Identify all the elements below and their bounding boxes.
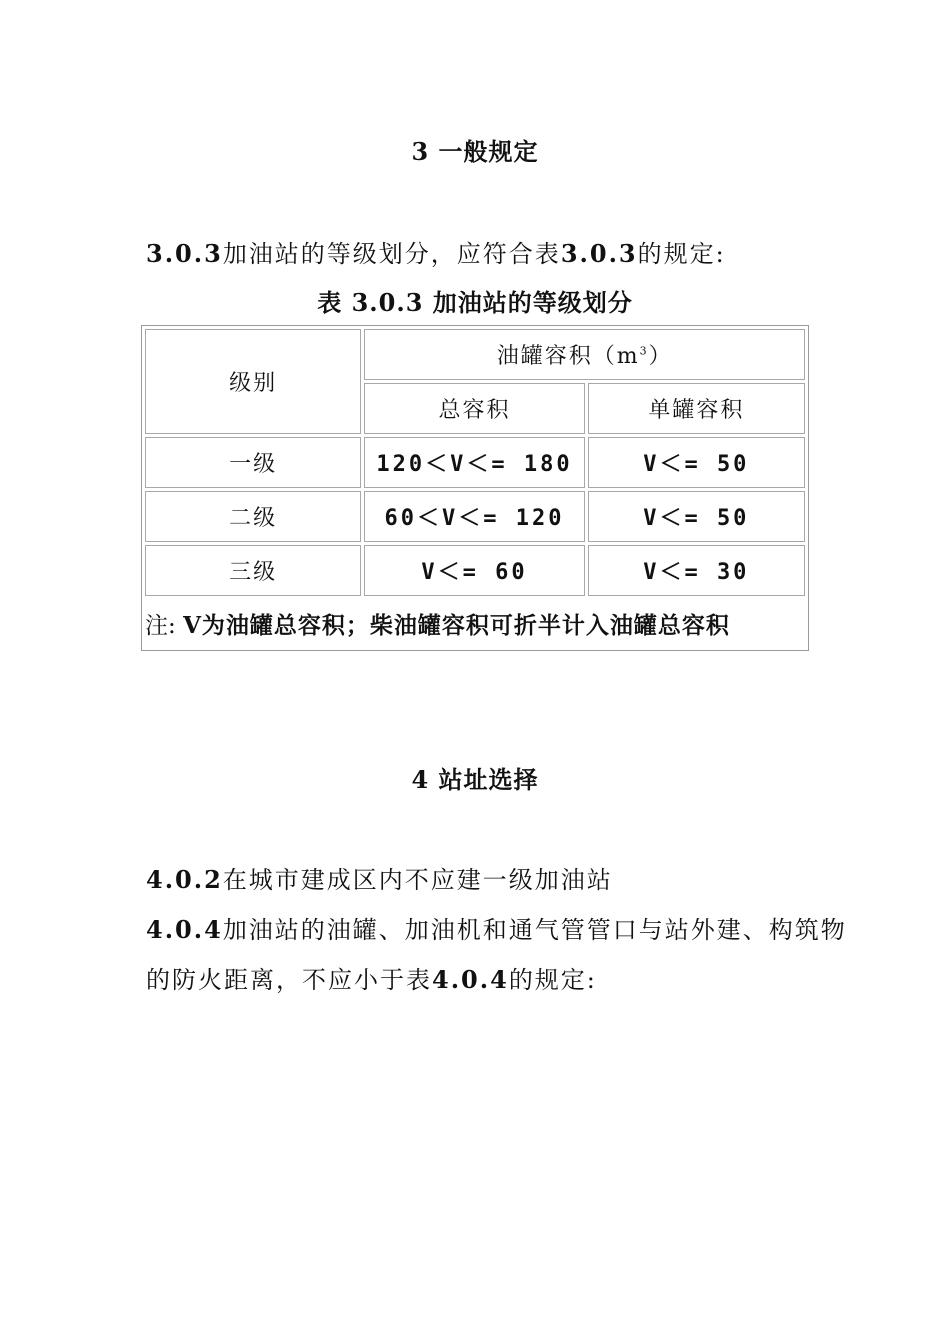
grade-cell: 三级 [145,545,361,596]
header-volume-sup: 3 [639,344,649,358]
clause-tail: 的规定: [508,966,597,994]
header-volume-text: 油罐容积（m [496,344,640,369]
table-row [145,545,805,596]
single-volume-cell: V＜= 50 [588,491,805,542]
clause-number: 3.0.3 [146,239,223,268]
table-reference: 4.0.4 [432,965,509,994]
table-caption: 表 3.0.3 加油站的等级划分 [317,288,633,317]
station-grade-table [141,325,809,651]
clause-4-0-4-line2 [146,960,597,995]
section-3-title: 3 一般规定 [411,137,539,166]
total-volume-cell: V＜= 60 [364,545,584,596]
table-row [145,491,805,542]
header-volume-close: ） [648,344,673,369]
table-reference: 3.0.3 [560,239,638,268]
total-volume-cell: 60＜V＜= 120 [364,491,584,542]
clause-tail: 的规定: [637,240,726,268]
note-body: V为油罐总容积；柴油罐容积可折半计入油罐总容积 [183,611,730,639]
table-note [145,599,805,647]
total-volume-cell: 120＜V＜= 180 [364,437,584,488]
single-volume-cell: V＜= 50 [588,437,805,488]
clause-4-0-4-line1 [146,910,847,945]
section-4-title: 4 站址选择 [411,765,539,794]
clause-text: 加油站的等级划分，应符合表 [222,240,561,268]
clause-text: 加油站的油罐、加油机和通气管管口与站外建、构筑物 [222,916,847,944]
clause-text: 在城市建成区内不应建一级加油站 [222,866,613,894]
header-grade: 级别 [145,329,361,434]
header-total-volume: 总容积 [364,383,584,434]
grade-cell: 一级 [145,437,361,488]
grade-cell: 二级 [145,491,361,542]
clause-text: 的防火距离，不应小于表 [146,966,432,994]
table-row [145,437,805,488]
clause-3-0-3 [146,234,726,269]
header-single-volume: 单罐容积 [588,383,805,434]
clause-number: 4.0.4 [146,915,223,944]
clause-4-0-2 [146,860,613,895]
clause-number: 4.0.2 [146,865,223,894]
header-tank-volume [364,329,805,380]
single-volume-cell: V＜= 30 [588,545,805,596]
note-prefix: 注: [145,612,176,639]
